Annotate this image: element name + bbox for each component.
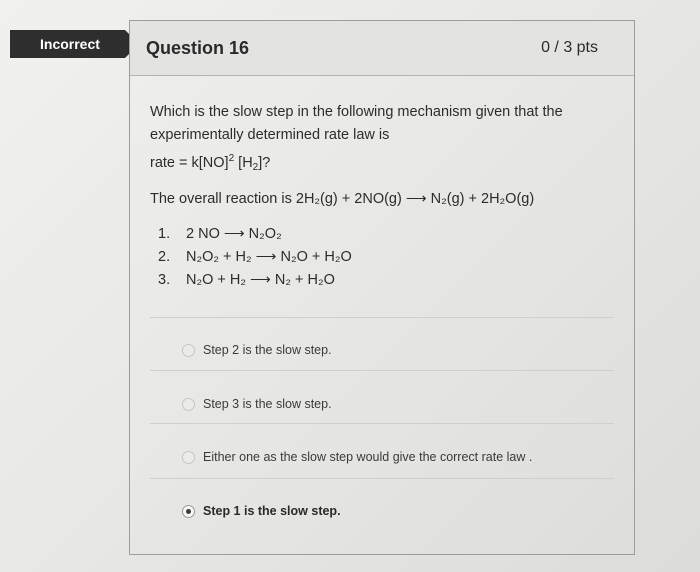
answer-divider [150, 370, 614, 371]
radio-button[interactable] [182, 344, 195, 357]
mechanism-step: 2. N₂O₂ + H₂ ⟶ N₂O + H₂O [158, 249, 352, 265]
question-body [150, 101, 610, 292]
overall-reaction: The overall reaction is 2H₂(g) + 2NO(g) ⟶ N₂(g) + 2H₂O(g) [150, 191, 535, 207]
question-header [130, 21, 634, 76]
answer-option[interactable]: Step 2 is the slow step. [182, 343, 332, 357]
radio-button-selected[interactable] [182, 505, 195, 518]
radio-button[interactable] [182, 398, 195, 411]
question-points: 0 / 3 pts [541, 39, 598, 56]
rate-law: rate = k[NO]$^2$ $[H_2]$? [150, 153, 271, 173]
incorrect-status-tag [10, 30, 125, 58]
question-prompt: Which is the slow step in the following mechanism given that the experimentally determined rate law is rate = k[NO]$^2$ $[H_2]$? [150, 104, 563, 173]
status-label: Incorrect [40, 36, 100, 52]
answer-divider [150, 317, 614, 318]
mechanism-steps [150, 223, 610, 292]
answer-option[interactable]: Step 3 is the slow step. [182, 397, 332, 411]
question-card [129, 20, 635, 555]
answer-divider [150, 423, 614, 424]
mechanism-step: 1. 2 NO ⟶ N₂O₂ [158, 226, 282, 242]
radio-button[interactable] [182, 451, 195, 464]
answer-option-selected[interactable]: Step 1 is the slow step. [182, 504, 341, 518]
answer-option[interactable]: Either one as the slow step would give the correct rate law . [182, 450, 532, 464]
question-title: Question 16 [146, 38, 250, 58]
answer-divider [150, 478, 614, 479]
mechanism-step: 3. N₂O + H₂ ⟶ N₂ + H₂O [158, 272, 335, 288]
